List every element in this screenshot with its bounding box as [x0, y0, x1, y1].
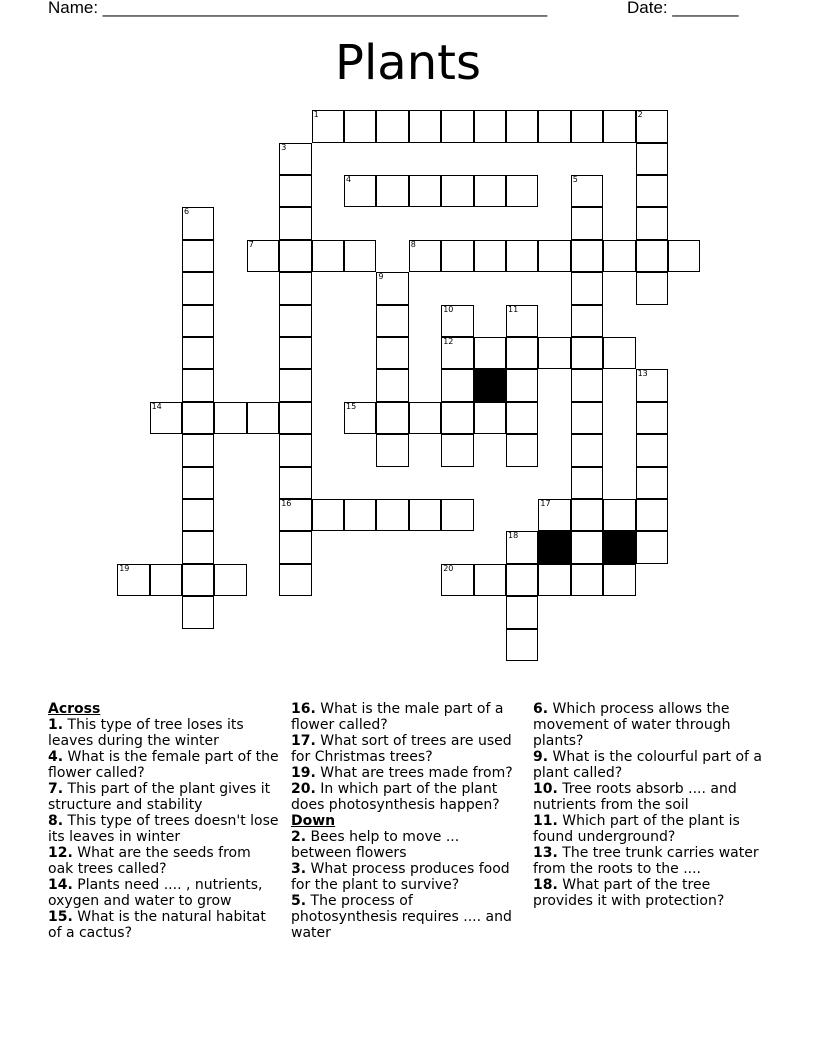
grid-block	[603, 531, 635, 563]
grid-cell[interactable]	[344, 240, 376, 272]
grid-cell[interactable]	[409, 240, 441, 272]
grid-cell[interactable]	[668, 240, 700, 272]
grid-cell[interactable]	[571, 240, 603, 272]
grid-cell[interactable]	[409, 175, 441, 207]
grid-cell[interactable]	[182, 531, 214, 563]
clues-column-2	[291, 701, 523, 941]
grid-cell[interactable]	[506, 175, 538, 207]
grid-cell[interactable]	[636, 434, 668, 466]
grid-cell[interactable]	[474, 110, 506, 142]
across-clue-16: 16. What is the male part of a flower called?	[291, 701, 504, 733]
grid-cell[interactable]	[538, 337, 570, 369]
grid-cell[interactable]	[182, 467, 214, 499]
down-clue-6: 6. Which process allows the movement of water through plants?	[533, 701, 731, 749]
grid-cell[interactable]	[538, 240, 570, 272]
clue-number: 1	[313, 110, 319, 120]
grid-cell[interactable]	[376, 272, 408, 304]
clue-number: 2	[637, 110, 643, 120]
grid-cell[interactable]	[279, 337, 311, 369]
grid-cell[interactable]	[312, 240, 344, 272]
grid-cell[interactable]	[538, 499, 570, 531]
down-heading: Down	[291, 813, 336, 829]
grid-cell[interactable]	[279, 564, 311, 596]
grid-cell[interactable]	[214, 402, 246, 434]
grid-cell[interactable]	[117, 564, 149, 596]
grid-cell[interactable]	[571, 369, 603, 401]
grid-cell[interactable]	[636, 240, 668, 272]
grid-cell[interactable]	[344, 402, 376, 434]
grid-cell[interactable]	[409, 402, 441, 434]
grid-cell[interactable]	[603, 110, 635, 142]
across-clue-20: 20. In which part of the plant does photosynthesis happen?	[291, 781, 500, 813]
grid-cell[interactable]	[214, 564, 246, 596]
clue-number: 18	[508, 531, 519, 541]
clue-number: 16	[281, 499, 292, 508]
grid-cell[interactable]	[182, 337, 214, 369]
across-clue-7: 7. This part of the plant gives it structure and stability	[48, 781, 271, 813]
grid-cell[interactable]	[538, 564, 570, 596]
clue-number: 13	[637, 369, 648, 379]
grid-cell[interactable]	[409, 110, 441, 142]
grid-cell[interactable]	[182, 402, 214, 434]
across-clue-19: 19. What are trees made from?	[291, 765, 513, 781]
grid-cell[interactable]	[636, 175, 668, 207]
grid-cell[interactable]	[312, 110, 344, 142]
grid-cell[interactable]	[441, 499, 473, 531]
clue-number: 4	[346, 175, 352, 184]
grid-cell[interactable]	[506, 434, 538, 466]
grid-cell[interactable]	[636, 272, 668, 304]
clue-number: 19	[119, 563, 130, 573]
grid-cell[interactable]	[376, 110, 408, 142]
grid-cell[interactable]	[182, 240, 214, 272]
grid-cell[interactable]	[344, 110, 376, 142]
grid-cell[interactable]	[506, 402, 538, 434]
across-clue-15: 15. What is the natural habitat of a cactus?	[48, 909, 266, 941]
grid-block	[538, 531, 570, 563]
grid-cell[interactable]	[344, 175, 376, 207]
clue-number: 5	[572, 175, 578, 184]
grid-cell[interactable]	[636, 467, 668, 499]
grid-block	[474, 369, 506, 401]
grid-cell[interactable]	[603, 499, 635, 531]
grid-cell[interactable]	[571, 434, 603, 466]
grid-cell[interactable]	[636, 531, 668, 563]
grid-cell[interactable]	[344, 499, 376, 531]
grid-cell[interactable]	[571, 337, 603, 369]
across-clue-4: 4. What is the female part of the flower called?	[48, 749, 279, 781]
grid-cell[interactable]	[506, 596, 538, 628]
grid-cell[interactable]	[603, 240, 635, 272]
grid-cell[interactable]	[279, 402, 311, 434]
grid-cell[interactable]	[506, 369, 538, 401]
clue-number: 7	[248, 239, 254, 249]
grid-cell[interactable]	[636, 499, 668, 531]
grid-cell[interactable]	[571, 272, 603, 304]
grid-cell[interactable]	[538, 110, 570, 142]
grid-cell[interactable]	[279, 305, 311, 337]
grid-cell[interactable]	[150, 564, 182, 596]
grid-cell[interactable]	[636, 207, 668, 239]
grid-cell[interactable]	[571, 207, 603, 239]
grid-cell[interactable]	[279, 467, 311, 499]
clues-column-1	[48, 701, 280, 941]
grid-cell[interactable]	[247, 240, 279, 272]
grid-cell[interactable]	[571, 305, 603, 337]
down-clue-18: 18. What part of the tree provides it with protection?	[533, 877, 725, 909]
grid-cell[interactable]	[603, 337, 635, 369]
grid-cell[interactable]	[441, 305, 473, 337]
down-clue-2: 2. Bees help to move ... between flowers	[291, 829, 460, 861]
grid-cell[interactable]	[182, 207, 214, 239]
grid-cell[interactable]	[182, 369, 214, 401]
clue-number: 10	[443, 304, 454, 314]
grid-cell[interactable]	[506, 629, 538, 661]
grid-cell[interactable]	[279, 434, 311, 466]
grid-cell[interactable]	[636, 402, 668, 434]
clue-number: 14	[151, 401, 162, 411]
grid-cell[interactable]	[441, 175, 473, 207]
grid-cell[interactable]	[247, 402, 279, 434]
grid-cell[interactable]	[441, 110, 473, 142]
grid-cell[interactable]	[279, 531, 311, 563]
clue-number: 11	[508, 304, 519, 314]
grid-cell[interactable]	[150, 402, 182, 434]
across-clue-1: 1. This type of tree loses its leaves during the winter	[48, 717, 244, 749]
grid-cell[interactable]	[636, 369, 668, 401]
puzzle-title: Plants	[335, 35, 481, 91]
grid-cell[interactable]	[376, 175, 408, 207]
grid-cell[interactable]	[182, 305, 214, 337]
grid-cell[interactable]	[376, 434, 408, 466]
grid-cell[interactable]	[279, 499, 311, 531]
down-clue-3: 3. What process produces food for the plant to survive?	[291, 861, 510, 893]
grid-cell[interactable]	[441, 402, 473, 434]
grid-cell[interactable]	[279, 272, 311, 304]
grid-cell[interactable]	[312, 499, 344, 531]
down-clue-11: 11. Which part of the plant is found underground?	[533, 813, 740, 845]
grid-cell[interactable]	[636, 143, 668, 175]
clue-number: 8	[410, 239, 416, 249]
grid-cell[interactable]	[182, 434, 214, 466]
grid-cell[interactable]	[182, 564, 214, 596]
grid-cell[interactable]	[571, 499, 603, 531]
down-clue-9: 9. What is the colourful part of a plant called?	[533, 749, 762, 781]
grid-cell[interactable]	[441, 369, 473, 401]
down-clue-5: 5. The process of photosynthesis requires .... and water	[291, 893, 512, 941]
date-field[interactable]: Date: _______	[627, 0, 739, 17]
clue-number: 3	[281, 142, 287, 152]
grid-cell[interactable]	[182, 499, 214, 531]
grid-cell[interactable]	[571, 531, 603, 563]
grid-cell[interactable]	[279, 143, 311, 175]
across-clue-17: 17. What sort of trees are used for Christmas trees?	[291, 733, 512, 765]
grid-cell[interactable]	[441, 337, 473, 369]
grid-cell[interactable]	[474, 402, 506, 434]
clue-number: 6	[184, 207, 190, 217]
down-clue-13: 13. The tree trunk carries water from the roots to the ....	[533, 845, 759, 877]
grid-cell[interactable]	[441, 240, 473, 272]
grid-cell[interactable]	[506, 240, 538, 272]
grid-cell[interactable]	[474, 337, 506, 369]
grid-cell[interactable]	[279, 240, 311, 272]
clue-number: 17	[540, 499, 551, 508]
grid-cell[interactable]	[506, 305, 538, 337]
grid-cell[interactable]	[474, 564, 506, 596]
grid-cell[interactable]	[376, 402, 408, 434]
across-heading: Across	[48, 701, 101, 717]
grid-cell[interactable]	[571, 467, 603, 499]
clues-column-3	[533, 701, 769, 909]
grid-cell[interactable]	[506, 564, 538, 596]
grid-cell[interactable]	[603, 564, 635, 596]
grid-cell[interactable]	[279, 369, 311, 401]
grid-cell[interactable]	[376, 305, 408, 337]
grid-cell[interactable]	[376, 337, 408, 369]
grid-cell[interactable]	[506, 531, 538, 563]
clue-number: 20	[443, 563, 454, 573]
grid-cell[interactable]	[474, 240, 506, 272]
grid-cell[interactable]	[506, 110, 538, 142]
across-clue-8: 8. This type of trees doesn't lose its leaves in winter	[48, 813, 279, 845]
clue-number: 15	[346, 401, 357, 411]
clue-number: 9	[378, 272, 384, 282]
worksheet-header	[0, 0, 816, 22]
grid-cell[interactable]	[636, 110, 668, 142]
across-clue-12: 12. What are the seeds from oak trees called?	[48, 845, 251, 877]
grid-cell[interactable]	[279, 175, 311, 207]
down-clue-10: 10. Tree roots absorb .... and nutrients from the soil	[533, 781, 737, 813]
grid-cell[interactable]	[441, 564, 473, 596]
grid-cell[interactable]	[376, 369, 408, 401]
name-field[interactable]: Name: _______________________________________________	[48, 0, 548, 17]
grid-cell[interactable]	[376, 499, 408, 531]
grid-cell[interactable]	[571, 110, 603, 142]
grid-cell[interactable]	[182, 596, 214, 628]
grid-cell[interactable]	[279, 207, 311, 239]
grid-cell[interactable]	[571, 402, 603, 434]
grid-cell[interactable]	[182, 272, 214, 304]
grid-cell[interactable]	[571, 564, 603, 596]
grid-cell[interactable]	[571, 175, 603, 207]
grid-cell[interactable]	[506, 337, 538, 369]
clue-number: 12	[443, 337, 454, 346]
grid-cell[interactable]	[441, 434, 473, 466]
grid-cell[interactable]	[474, 175, 506, 207]
grid-cell[interactable]	[409, 499, 441, 531]
across-clue-14: 14. Plants need .... , nutrients, oxygen and water to grow	[48, 877, 263, 909]
